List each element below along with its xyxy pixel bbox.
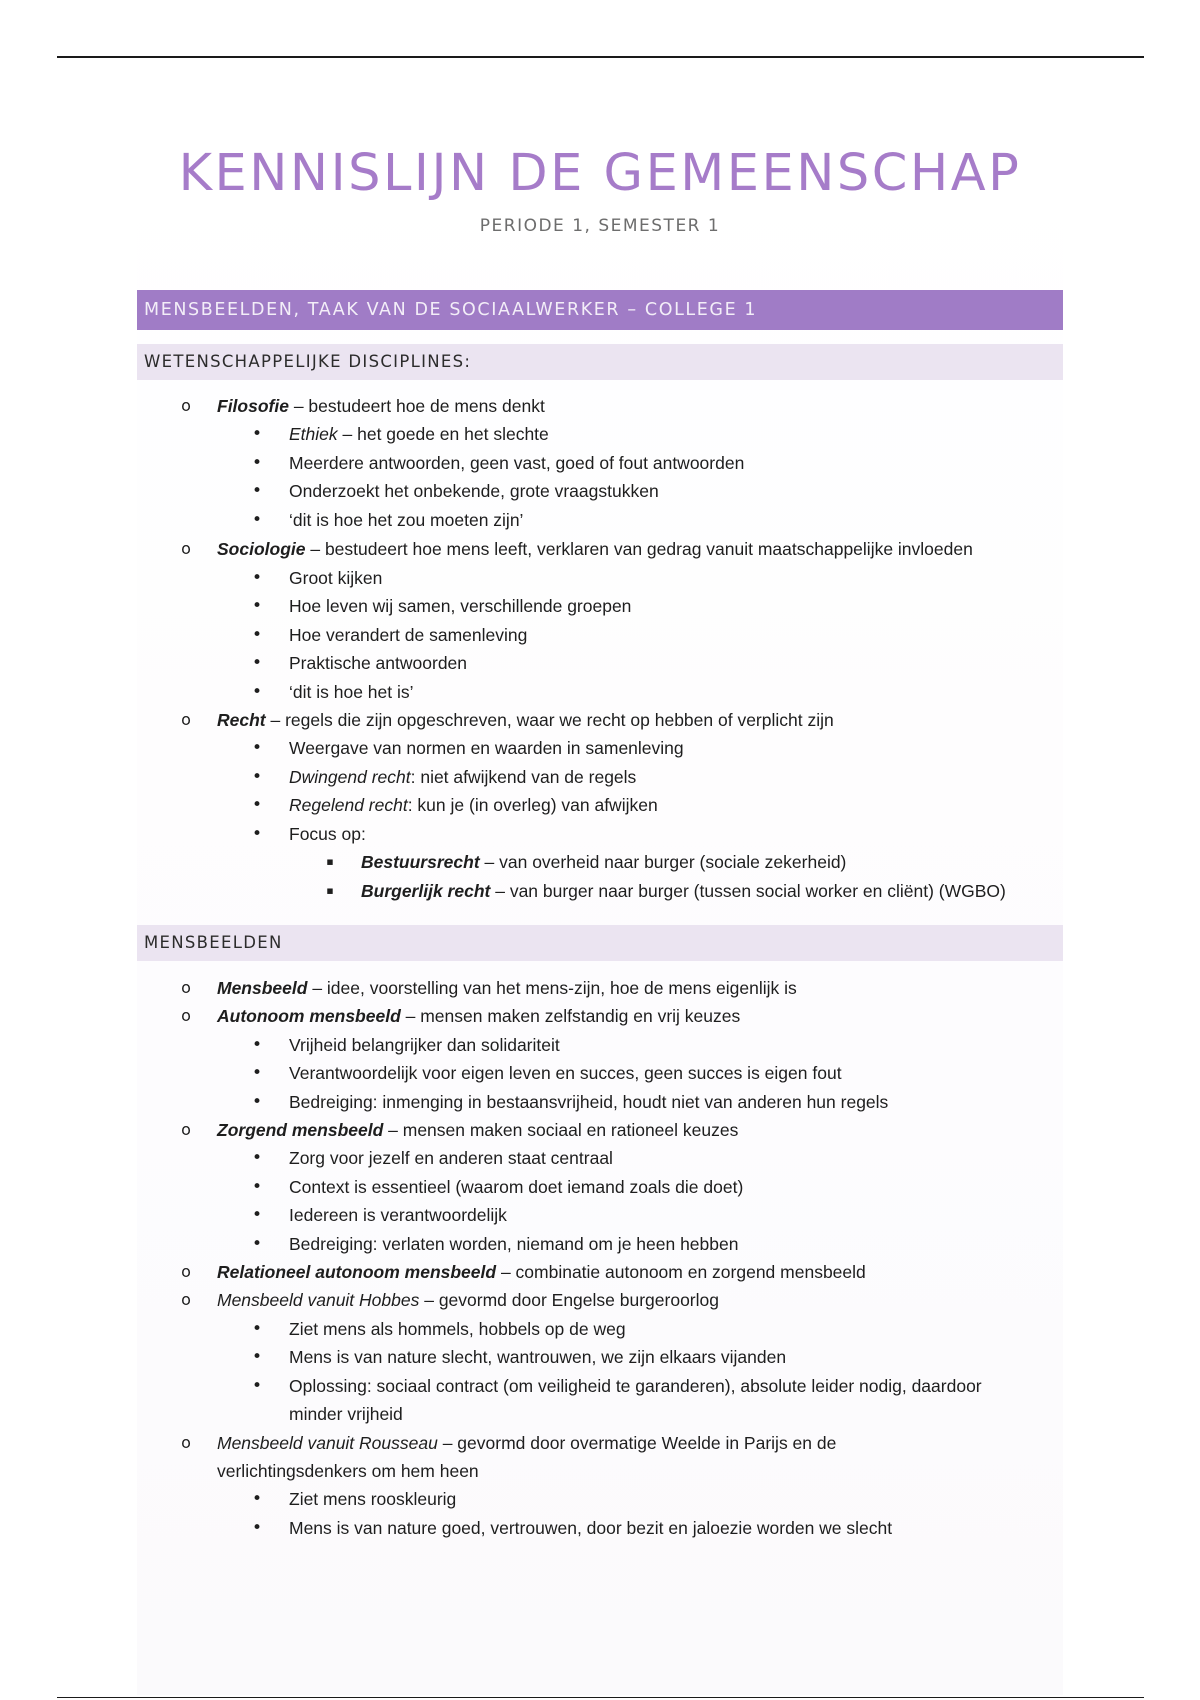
item-text: ‘dit is hoe het is’ [289,681,414,702]
list-item [137,734,1063,762]
item-text: ‘dit is hoe het zou moeten zijn’ [289,509,524,530]
term: Ethiek [289,424,338,445]
circle-bullet-icon: o [181,978,191,997]
disc-bullet-icon: • [251,1233,263,1254]
item-text: Oplossing: sociaal contract (om veiligheid te garanderen), absolute leider nodig, daardoor minder vrijheid [289,1375,982,1425]
circle-bullet-icon: o [181,710,191,730]
disc-bullet-icon: • [251,1517,263,1538]
item-text: Ziet mens rooskleurig [289,1489,457,1510]
list-item [137,420,1063,448]
list-item [137,1372,1009,1429]
disc-bullet-icon: • [251,1347,263,1368]
term: Regelend recht [289,795,408,816]
disc-bullet-icon: • [251,568,263,589]
list-item [137,763,1063,791]
term: Mensbeeld vanuit Rousseau [217,1432,438,1453]
list-item [137,820,1063,848]
item-text: Weergave van normen en waarden in samenleving [289,738,684,759]
item-text: Ziet mens als hommels, hobbels op de weg [289,1318,626,1339]
list-item [137,1088,1063,1116]
circle-bullet-icon: o [181,539,191,559]
item-text: Hoe verandert de samenleving [289,624,528,645]
list-item [137,1315,1063,1343]
item-text: Context is essentieel (waarom doet iemand zoals die doet) [289,1176,744,1197]
list-item [137,1201,1063,1229]
disc-bullet-icon: • [251,509,263,530]
list-item [137,1031,1063,1059]
subsection-heading-mensbeelden: MENSBEELDEN [137,925,1063,961]
list-item [137,506,1063,534]
list-item-autonoom [137,1002,1063,1030]
list-item [137,678,1063,706]
disc-bullet-icon: • [251,738,263,759]
term: Sociologie [217,539,306,560]
list-item [137,1343,1063,1371]
section-heading-college: MENSBEELDEN, TAAK VAN DE SOCIAALWERKER – COLLEGE 1 [137,290,1063,330]
item-text: – het goede en het slechte [337,424,549,445]
disc-bullet-icon: • [251,1375,263,1396]
list-item-zorgend [137,1116,1063,1144]
list-item [137,621,1063,649]
square-bullet-icon: ▪ [326,883,334,897]
list-item-relationeel [137,1258,1063,1286]
item-text: Mens is van nature goed, vertrouwen, door bezit en jaloezie worden we slecht [289,1517,893,1538]
list-item [137,848,1063,876]
list-item [137,592,1063,620]
list-item [137,1144,1063,1172]
term: Relationeel autonoom mensbeeld [217,1262,497,1283]
list-item [137,791,1063,819]
item-text: Vrijheid belangrijker dan solidariteit [289,1034,560,1055]
list-item-filosofie [137,392,1063,420]
list-item [137,1485,1063,1513]
mensbeelden-list [137,974,1063,1542]
item-text: Praktische antwoorden [289,653,468,674]
list-item [137,564,1063,592]
document-subtitle: PERIODE 1, SEMESTER 1 [479,216,721,236]
item-text: Bedreiging: inmenging in bestaansvrijheid, houdt niet van anderen hun regels [289,1091,889,1112]
disc-bullet-icon: • [251,1091,263,1112]
list-item-rousseau [137,1429,963,1486]
document-title: KENNISLIJN DE GEMEENSCHAP [178,144,1022,203]
item-text: Bedreiging: verlaten worden, niemand om je heen hebben [289,1233,739,1254]
description: – regels die zijn opgeschreven, waar we recht op hebben of verplicht zijn [265,710,834,731]
description: – mensen maken sociaal en rationeel keuzes [383,1120,739,1141]
disc-bullet-icon: • [251,1034,263,1055]
list-item [137,877,1063,905]
disc-bullet-icon: • [251,624,263,645]
item-text: Onderzoekt het onbekende, grote vraagstukken [289,481,659,502]
disciplines-list [137,392,1063,905]
disc-bullet-icon: • [251,1176,263,1197]
circle-bullet-icon: o [181,1290,191,1310]
description: – bestudeert hoe mens leeft, verklaren van gedrag vanuit maatschappelijke invloeden [305,539,973,560]
list-item-recht [137,706,1063,734]
term: Burgerlijk recht [361,880,491,901]
term: Recht [217,710,266,731]
disc-bullet-icon: • [251,1205,263,1226]
disc-bullet-icon: • [251,1489,263,1510]
item-text: : kun je (in overleg) van afwijken [407,795,658,816]
item-text: : niet afwijkend van de regels [410,766,637,787]
description: – bestudeert hoe de mens denkt [288,396,545,416]
item-text: Verantwoordelijk voor eigen leven en succes, geen succes is eigen fout [289,1063,842,1084]
disc-bullet-icon: • [251,795,263,816]
circle-bullet-icon: o [181,1432,191,1452]
top-rule [57,56,1144,58]
term: Dwingend recht [289,766,411,787]
description: – gevormd door Engelse burgeroorlog [419,1290,719,1311]
disc-bullet-icon: • [251,1148,263,1169]
item-text: Zorg voor jezelf en anderen staat centraal [289,1148,613,1169]
square-bullet-icon: ▪ [326,855,334,869]
list-item-hobbes [137,1286,1063,1314]
disc-bullet-icon: • [251,1318,263,1339]
disc-bullet-icon: • [251,766,263,787]
disc-bullet-icon: • [251,424,263,445]
description: – gevormd door overmatige Weelde in Parijs en de verlichtingsdenkers om hem heen [217,1432,837,1481]
list-item [137,449,1063,477]
term: Filosofie [217,396,289,416]
list-item [137,649,1063,677]
bottom-rule [57,1697,1144,1698]
circle-bullet-icon: o [181,1262,191,1282]
subsection-heading-disciplines: WETENSCHAPPELIJKE DISCIPLINES: [137,344,1063,380]
circle-bullet-icon: o [181,396,191,415]
item-text: Hoe leven wij samen, verschillende groepen [289,596,632,617]
description: – combinatie autonoom en zorgend mensbeeld [496,1262,866,1283]
list-item [137,1230,1063,1258]
disc-bullet-icon: • [251,596,263,617]
circle-bullet-icon: o [181,1006,191,1026]
item-text: – van overheid naar burger (sociale zekerheid) [479,852,847,873]
item-text: Meerdere antwoorden, geen vast, goed of fout antwoorden [289,452,745,473]
list-item [137,1173,1063,1201]
list-item [137,477,1063,505]
list-item [137,1514,1063,1542]
disc-bullet-icon: • [251,823,263,844]
term: Autonoom mensbeeld [217,1006,401,1027]
item-text: Groot kijken [289,568,383,589]
disc-bullet-icon: • [251,481,263,502]
disc-bullet-icon: • [251,653,263,674]
term: Zorgend mensbeeld [217,1120,384,1141]
disc-bullet-icon: • [251,452,263,473]
item-text: Mens is van nature slecht, wantrouwen, we zijn elkaars vijanden [289,1347,787,1368]
item-text: Iedereen is verantwoordelijk [289,1205,507,1226]
disc-bullet-icon: • [251,681,263,702]
list-item-mensbeeld [137,974,1063,1002]
disc-bullet-icon: • [251,1063,263,1084]
circle-bullet-icon: o [181,1120,191,1140]
description: – mensen maken zelfstandig en vrij keuzes [400,1006,741,1027]
term: Bestuursrecht [361,852,480,873]
term: Mensbeeld vanuit Hobbes [217,1290,420,1311]
list-item [137,1059,1063,1087]
list-item-sociologie [137,534,1063,564]
term: Mensbeeld [217,978,308,998]
description: – idee, voorstelling van het mens-zijn, hoe de mens eigenlijk is [307,978,797,998]
item-text: Focus op: [289,823,366,844]
item-text: – van burger naar burger (tussen social worker en cliënt) (WGBO) [490,880,1006,901]
